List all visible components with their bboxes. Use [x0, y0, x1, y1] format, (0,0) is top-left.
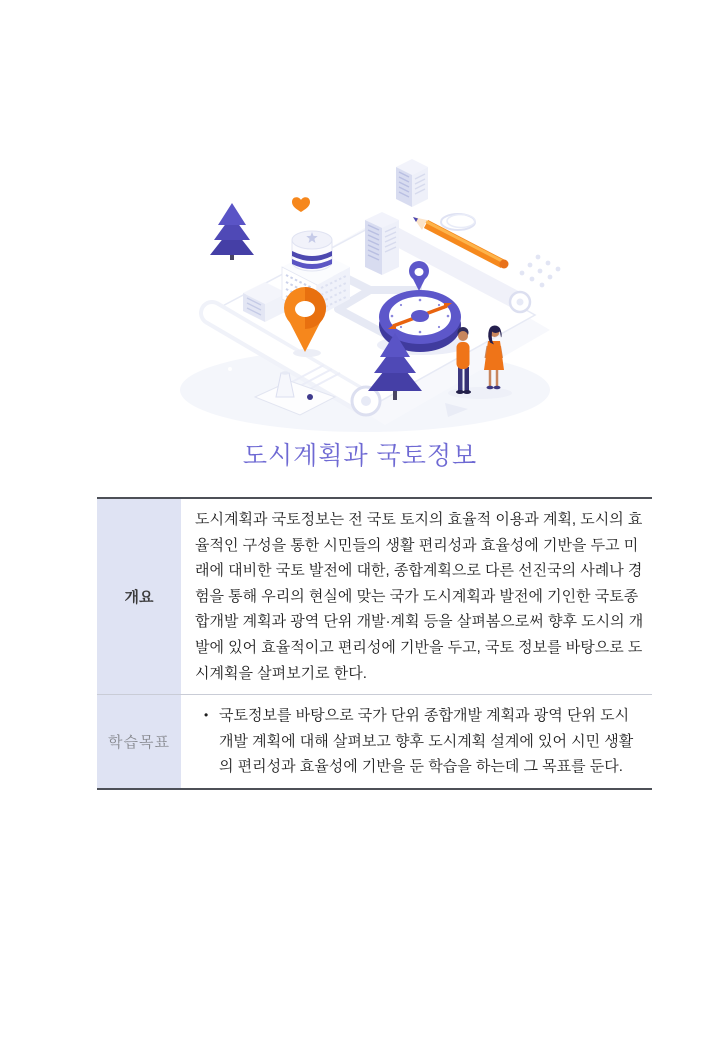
fir-tree-icon — [210, 203, 254, 260]
info-table — [97, 497, 652, 790]
overview-text: 도시계획과 국토정보는 전 국토 토지의 효율적 이용과 계획, 도시의 효율적인 구성을 통한 시민들의 생활 편리성과 효율성에 기반을 두고 미래에 대비한 국토 발전에 대한, 종합계획으로 다른 선진국의 사례나 경험을 통해 우리의 현실에 맞는 국가 도시계획과 발전에 기인한 국토종합개발 계획과 광역 단위 개발·계획 등을 살펴봄으로써 향후 도시의 개발에 있어 효율적이고 편리성에 기반을 두고, 국토 정보를 바탕으로 도시계획을 살펴보기로 한다. — [195, 511, 644, 682]
top-building-icon — [396, 159, 428, 207]
page-title: 도시계획과 국토정보 — [242, 442, 478, 470]
table-row-overview — [97, 499, 652, 694]
goal-bullet-item — [195, 703, 644, 780]
table-row-goals — [97, 694, 652, 788]
sketch-circle-icon — [441, 214, 475, 230]
bullet-marker: • — [204, 708, 209, 723]
row-label-overview: 개요 — [97, 499, 181, 694]
heart-icon — [292, 197, 310, 212]
city-planning-illustration — [170, 145, 570, 435]
tall-building-icon — [365, 212, 399, 275]
dot-pattern — [520, 255, 561, 288]
cylinder-building-icon — [292, 231, 332, 271]
goals-content — [181, 695, 652, 788]
row-label-goals: 학습목표 — [97, 695, 181, 788]
goal-text: 국토정보를 바탕으로 국가 단위 종합개발 계획과 광역 단위 도시 개발 계획에 대해 살펴보고 향후 도시계획 설계에 있어 시민 생활의 편리성과 효율성에 기반을 둔 학습을 하는데 그 목표를 둔다. — [219, 707, 634, 776]
